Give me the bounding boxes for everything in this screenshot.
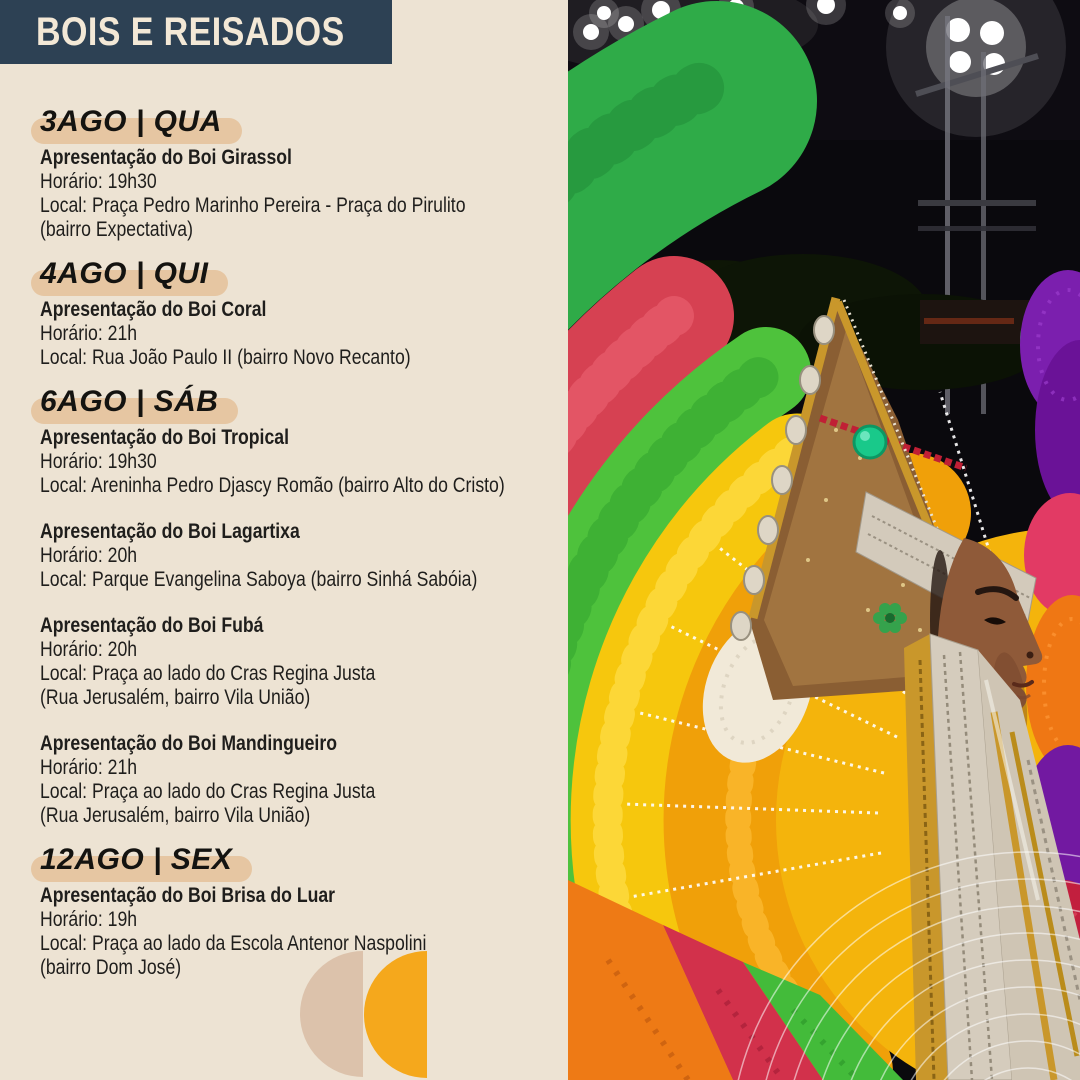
event-location-2: (bairro Dom José) [40,956,182,979]
date-label: 4AGO | QUI [40,257,209,290]
event-title: Apresentação do Boi Coral [40,298,267,321]
event-title: Apresentação do Boi Fubá [40,614,264,637]
event-time: Horário: 20h [40,544,138,567]
event-location: Local: Praça ao lado do Cras Regina Justa [40,662,376,685]
logo [300,951,428,1078]
event-location: Local: Praça ao lado da Escola Antenor Naspolini [40,932,427,955]
event-title: Apresentação do Boi Brisa do Luar [40,884,336,907]
event-time: Horário: 20h [40,638,138,661]
event-location: Local: Praça Pedro Marinho Pereira - Praça do Pirulito [40,194,466,217]
event-time: Horário: 19h30 [40,170,157,193]
date-label: 12AGO | SEX [40,843,233,876]
event-time: Horário: 21h [40,322,138,345]
page-title: BOIS E REISADOS [36,9,345,54]
event-title: Apresentação do Boi Lagartixa [40,520,300,543]
date-label: 3AGO | QUA [40,105,222,138]
event-location-2: (bairro Expectativa) [40,218,193,241]
date-pill [40,258,208,290]
event-location: Local: Areninha Pedro Djascy Romão (bairro Alto do Cristo) [40,474,505,497]
event-location-2: (Rua Jerusalém, bairro Vila União) [40,686,311,709]
logo-half-amber [364,951,427,1078]
event-title: Apresentação do Boi Girassol [40,146,292,169]
logo-half-beige [300,951,363,1077]
date-label: 6AGO | SÁB [40,385,219,418]
event-location-2: (Rua Jerusalém, bairro Vila União) [40,804,311,827]
event-title: Apresentação do Boi Mandingueiro [40,732,337,755]
event-location: Local: Rua João Paulo II (bairro Novo Recanto) [40,346,411,369]
event-location: Local: Parque Evangelina Saboya (bairro Sinhá Sabóia) [40,568,478,591]
event-title: Apresentação do Boi Tropical [40,426,289,449]
event-time: Horário: 19h30 [40,450,157,473]
carnival-photo [568,0,1080,1080]
event-location: Local: Praça ao lado do Cras Regina Justa [40,780,376,803]
event-time: Horário: 21h [40,756,138,779]
date-pill [40,106,222,138]
date-pill [40,386,218,418]
header-bar [0,0,392,64]
date-pill [40,844,232,876]
event-time: Horário: 19h [40,908,138,931]
